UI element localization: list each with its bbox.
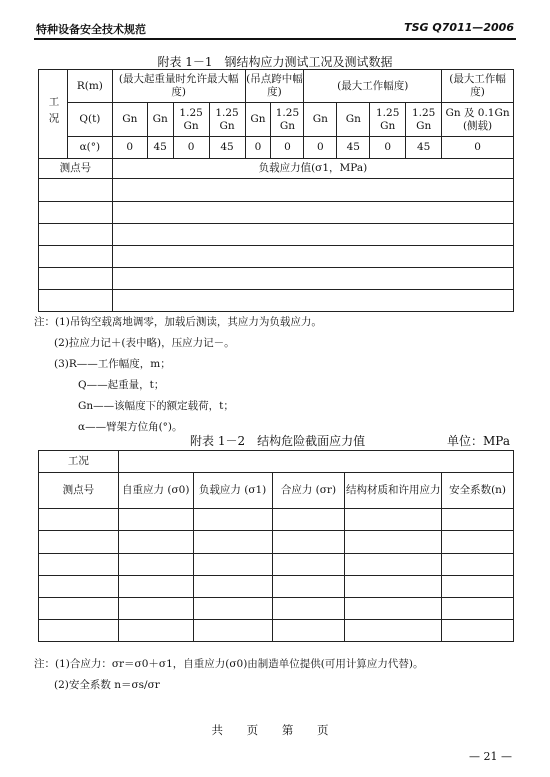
- table-row: [39, 553, 514, 575]
- point-number-cell: [39, 245, 113, 267]
- table-cell: [39, 575, 119, 597]
- stress-value-cell: [112, 223, 513, 245]
- alpha-value-cell: 45: [337, 137, 370, 159]
- alpha-row-label: α(°): [67, 137, 112, 159]
- alpha-value-cell: 45: [209, 137, 245, 159]
- note-line: 注：(1)吊钩空载离地调零，加载后测读，其应力为负载应力。: [34, 316, 322, 328]
- alpha-value-cell: 0: [304, 137, 337, 159]
- header-standard-code: TSG Q7011—2006: [404, 21, 514, 34]
- table-cell: [442, 619, 514, 641]
- table-row: [39, 597, 514, 619]
- q-value-cell: 1.25 Gn: [271, 103, 304, 137]
- table-cell: [272, 531, 345, 553]
- alpha-value-cell: 0: [112, 137, 147, 159]
- condition-side-label: 工况: [39, 70, 68, 159]
- table-cell: [193, 531, 272, 553]
- table1-title: 附表 1－1 钢结构应力测试工况及测试数据: [157, 55, 393, 69]
- alpha-value-cell: 0: [370, 137, 406, 159]
- note-line: Gn——该幅度下的额定载荷，t；: [78, 400, 234, 412]
- table-cell: [442, 509, 514, 531]
- notes-table1: [34, 312, 322, 438]
- table-cell: [39, 553, 119, 575]
- table-cell: [193, 575, 272, 597]
- alpha-value-cell: 0: [245, 137, 271, 159]
- note-line: Q——起重量，t；: [78, 379, 165, 391]
- table-row: [39, 245, 514, 267]
- table-cell: [193, 509, 272, 531]
- table-cell: [39, 619, 119, 641]
- page-header: [34, 18, 516, 40]
- table-cell: [442, 553, 514, 575]
- r-group-4: (最大工作幅度): [442, 70, 514, 103]
- table2: [38, 450, 514, 642]
- table-cell: [345, 597, 442, 619]
- column-header: 结构材质和许用应力: [345, 473, 442, 509]
- table-cell: [118, 619, 193, 641]
- table2-unit: 单位：MPa: [447, 434, 510, 448]
- q-value-cell: Gn: [245, 103, 271, 137]
- stress-value-cell: [112, 267, 513, 289]
- point-number-cell: [39, 267, 113, 289]
- table-cell: [345, 619, 442, 641]
- table-cell: [272, 597, 345, 619]
- stress-value-header: 负载应力值(σ1，MPa): [112, 159, 513, 179]
- table-cell: [39, 531, 119, 553]
- stress-value-cell: [112, 201, 513, 223]
- column-header: 安全系数(n): [442, 473, 514, 509]
- point-number-cell: [39, 179, 113, 201]
- alpha-value-cell: 0: [173, 137, 209, 159]
- table-cell: [272, 553, 345, 575]
- point-number-header: 测点号: [39, 159, 113, 179]
- table-row: [39, 289, 514, 311]
- point-number-cell: [39, 223, 113, 245]
- table-row: [39, 575, 514, 597]
- q-value-cell: Gn: [147, 103, 173, 137]
- table-cell: [118, 531, 193, 553]
- q-value-cell: 1.25 Gn: [209, 103, 245, 137]
- table-cell: [442, 597, 514, 619]
- table-cell: [442, 531, 514, 553]
- q-value-cell: 1.25 Gn: [406, 103, 442, 137]
- q-row-label: Q(t): [67, 103, 112, 137]
- table-cell: [118, 509, 193, 531]
- stress-value-cell: [112, 179, 513, 201]
- table-cell: [442, 575, 514, 597]
- q-value-cell: 1.25 Gn: [370, 103, 406, 137]
- table-cell: [118, 575, 193, 597]
- table-cell: [345, 553, 442, 575]
- header-left-title: 特种设备安全技术规范: [36, 23, 146, 36]
- table-cell: [193, 619, 272, 641]
- table-row: [39, 509, 514, 531]
- table-cell: [193, 553, 272, 575]
- q-value-cell: 1.25 Gn: [173, 103, 209, 137]
- r-group-1: (最大起重量时允许最大幅度): [112, 70, 245, 103]
- table-cell: [272, 575, 345, 597]
- alpha-value-cell: 45: [147, 137, 173, 159]
- q-value-cell: Gn: [304, 103, 337, 137]
- table-cell: [118, 553, 193, 575]
- r-group-2: (吊点跨中幅度): [245, 70, 304, 103]
- table-cell: [193, 597, 272, 619]
- r-row-label: R(m): [67, 70, 112, 103]
- alpha-value-cell: 0: [271, 137, 304, 159]
- r-group-3: (最大工作幅度): [304, 70, 442, 103]
- point-number-header: 测点号: [39, 473, 119, 509]
- point-number-cell: [39, 289, 113, 311]
- column-header: 负载应力 (σ1): [193, 473, 272, 509]
- table-cell: [272, 619, 345, 641]
- note-line: 注：(1)合应力：σr＝σ0＋σ1，自重应力(σ0)由制造单位提供(可用计算应力代替)。: [34, 658, 424, 670]
- note-line: α——臂架方位角(°)。: [78, 421, 183, 433]
- alpha-value-cell: 0: [442, 137, 514, 159]
- table-row: [39, 267, 514, 289]
- note-line: (3)R——工作幅度，m；: [54, 358, 171, 370]
- table-row: [39, 619, 514, 641]
- column-header: 自重应力 (σ0): [118, 473, 193, 509]
- table-cell: [39, 597, 119, 619]
- table-row: [39, 201, 514, 223]
- notes-table2: [34, 654, 424, 696]
- table-cell: [39, 509, 119, 531]
- q-value-cell: Gn: [112, 103, 147, 137]
- table-cell: [345, 509, 442, 531]
- table-row: [39, 179, 514, 201]
- table1: [38, 69, 514, 312]
- stress-value-cell: [112, 289, 513, 311]
- note-line: (2)拉应力记＋(表中略)，压应力记－。: [54, 337, 235, 349]
- page-count: 共 页 第 页: [211, 723, 339, 737]
- stress-value-cell: [112, 245, 513, 267]
- q-value-cell: Gn: [337, 103, 370, 137]
- table-row: [39, 223, 514, 245]
- table-cell: [345, 531, 442, 553]
- q-value-cell: Gn 及 0.1Gn (侧载): [442, 103, 514, 137]
- table-cell: [118, 597, 193, 619]
- table-cell: [345, 575, 442, 597]
- condition-header: 工况: [39, 451, 119, 473]
- alpha-value-cell: 45: [406, 137, 442, 159]
- point-number-cell: [39, 201, 113, 223]
- note-line: (2)安全系数 n＝σs/σr: [54, 679, 160, 691]
- page-number: — 21 —: [469, 750, 512, 763]
- table-row: [39, 531, 514, 553]
- column-header: 合应力 (σr): [272, 473, 345, 509]
- table-cell: [272, 509, 345, 531]
- table2-title: 附表 1－2 结构危险截面应力值: [190, 434, 366, 448]
